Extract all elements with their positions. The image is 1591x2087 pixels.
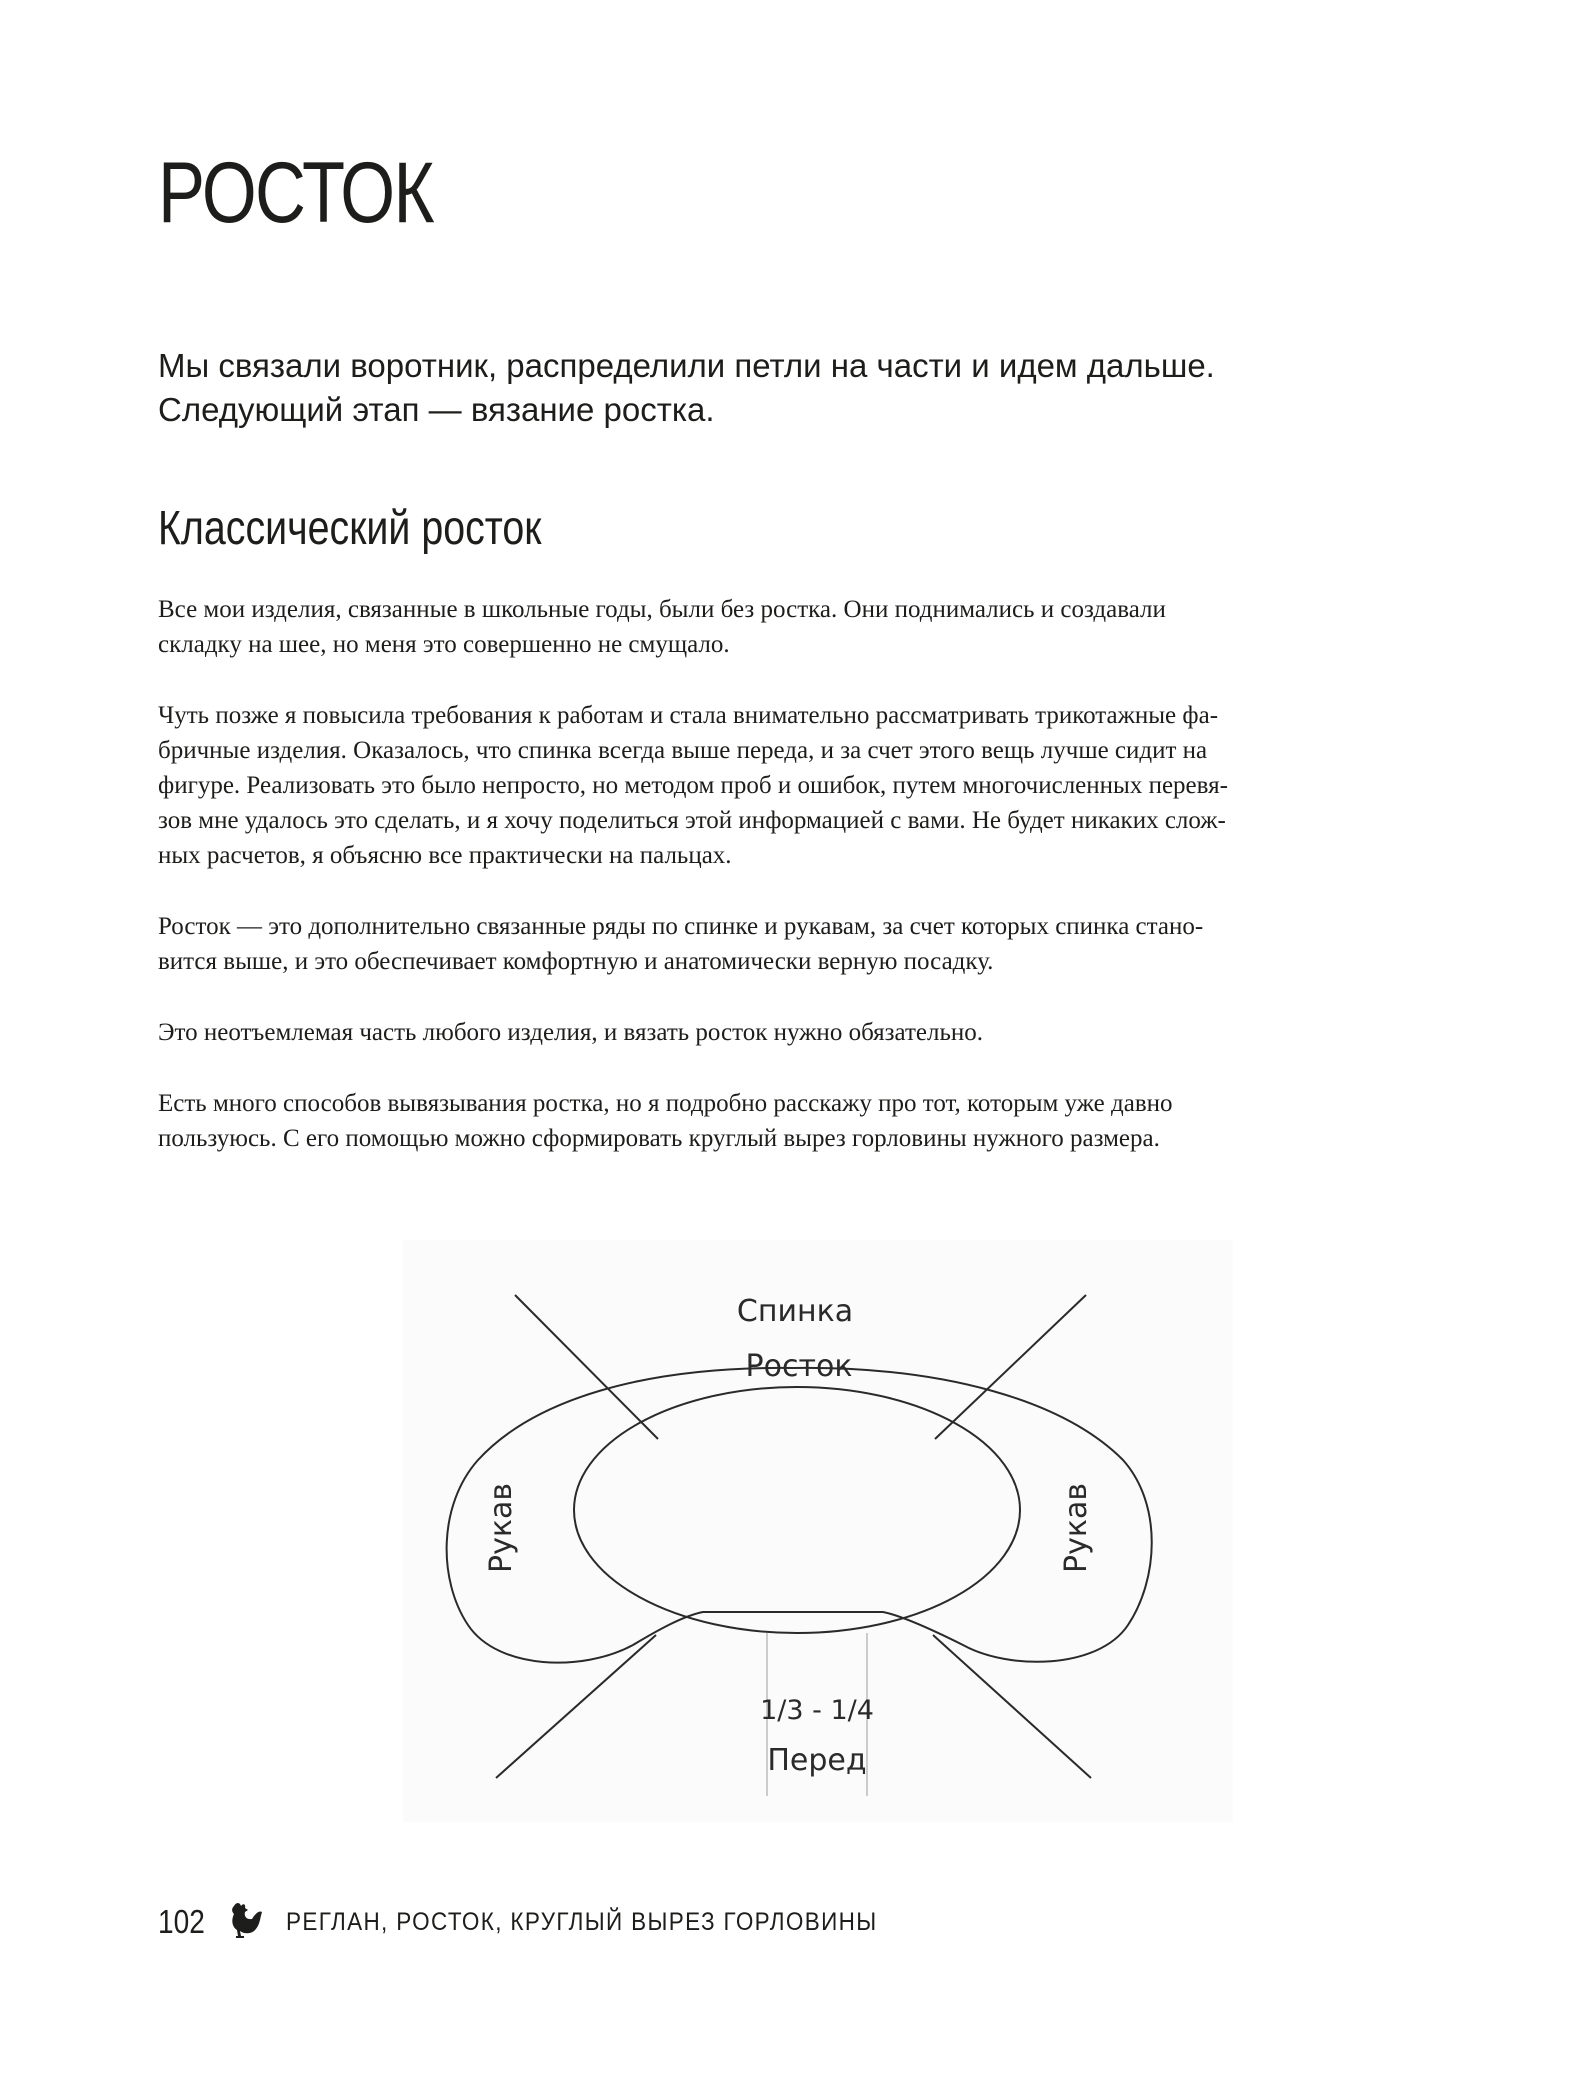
section-heading: Классический росток	[158, 502, 542, 555]
intro-line: Следующий этап — вязание ростка.	[158, 391, 715, 428]
body-text	[158, 592, 1388, 1192]
text-line: складку на шее, но меня это совершенно не смущало.	[158, 631, 730, 658]
raglan-line-bottom-right	[933, 1635, 1091, 1778]
text-line: Все мои изделия, связанные в школьные годы, были без ростка. Они поднимались и создавали	[158, 596, 1166, 623]
text-line: Чуть позже я повысила требования к работам и стала внимательно рассматривать трикотажные фа-	[158, 702, 1219, 729]
running-title: РЕГЛАН, РОСТОК, КРУГЛЫЙ ВЫРЕЗ ГОРЛОВИНЫ	[286, 1907, 878, 1936]
neckline-oval	[574, 1387, 1020, 1633]
raglan-line-top-left	[515, 1295, 658, 1439]
paragraph	[158, 1015, 1388, 1050]
page-number: 102	[158, 1903, 205, 1940]
label-rise: Росток	[745, 1349, 853, 1384]
intro-text	[158, 344, 1418, 432]
text-line: ных расчетов, я объясню все практически на пальцах.	[158, 842, 732, 869]
raglan-line-bottom-left	[496, 1635, 656, 1778]
paragraph	[158, 1086, 1388, 1156]
paragraph	[158, 592, 1388, 662]
rooster-icon	[224, 1900, 264, 1944]
text-line: вится выше, и это обеспечивает комфортную и анатомически верную посадку.	[158, 948, 994, 975]
neckline-diagram	[403, 1240, 1233, 1822]
rise-outline	[447, 1368, 1152, 1663]
paragraph	[158, 698, 1388, 873]
label-sleeve-right: Рукав	[1059, 1482, 1094, 1574]
text-line: зов мне удалось это сделать, и я хочу поделиться этой информацией с вами. Не будет никаких слож-	[158, 807, 1226, 834]
label-back: Спинка	[736, 1294, 854, 1329]
page-footer	[158, 1900, 943, 1944]
paragraph	[158, 909, 1388, 979]
text-line: Есть много способов вывязывания ростка, но я подробно расскажу про тот, которым уже давно	[158, 1090, 1173, 1117]
text-line: фигуре. Реализовать это было непросто, но методом проб и ошибок, путем многочисленных перевя-	[158, 772, 1228, 799]
text-line: бричные изделия. Оказалось, что спинка всегда выше переда, и за счет этого вещь лучше сидит на	[158, 737, 1208, 764]
label-front: Перед	[767, 1743, 867, 1778]
text-line: Это неотъемлемая часть любого изделия, и вязать росток нужно обязательно.	[158, 1019, 984, 1046]
page-title: РОСТОК	[158, 145, 433, 241]
diagram-svg	[403, 1240, 1233, 1822]
text-line: пользуюсь. С его помощью можно сформировать круглый вырез горловины нужного размера.	[158, 1125, 1160, 1152]
label-sleeve-left: Рукав	[484, 1482, 519, 1574]
label-fraction: 1/3 - 1/4	[760, 1695, 874, 1726]
text-line: Росток — это дополнительно связанные ряды по спинке и рукавам, за счет которых спинка стано-	[158, 913, 1204, 940]
intro-line: Мы связали воротник, распределили петли на части и идем дальше.	[158, 347, 1215, 384]
